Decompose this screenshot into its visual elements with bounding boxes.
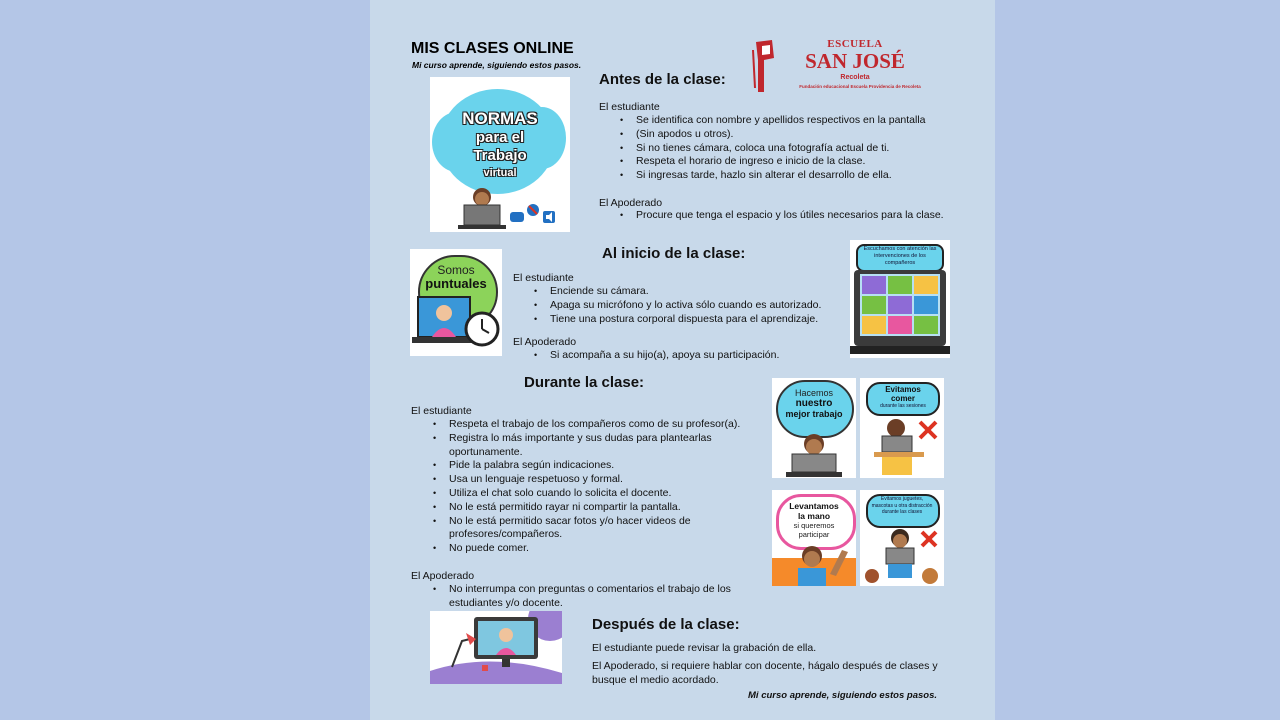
somos-line1: Somos [437, 263, 475, 277]
durante-heading: Durante la clase: [524, 374, 645, 391]
despues-paragraph-1: El estudiante puede revisar la grabación de ella. [592, 642, 817, 654]
levantamos-line1: Levantamos [789, 501, 839, 511]
escuchamos-text: Escuchamos con atención las intervenciones de los compañeros [863, 246, 937, 266]
list-item: • Respeta el trabajo de los compañeros como de su profesor(a). [449, 418, 765, 432]
list-item: • Si ingresas tarde, hazlo sin alterar el desarrollo de ella. [636, 169, 976, 183]
normas-line1: NORMAS [462, 109, 538, 128]
list-item: • No puede comer. [449, 542, 765, 556]
antes-apoderado-label: El Apoderado [599, 197, 663, 209]
levantamos-line4: participar [798, 530, 830, 539]
monitor-teacher-icon [430, 611, 562, 684]
logo-line2: SAN JOSÉ [805, 49, 905, 73]
list-item: • Si acompaña a su hijo(a), apoya su participación. [550, 349, 850, 363]
hacemos-line3: mejor trabajo [785, 409, 843, 419]
despues-paragraph-2: El Apoderado, si requiere hablar con docente, hágalo después de clases y busque el medio acordado. [592, 660, 938, 686]
student-desk-icon [860, 416, 944, 478]
speaker-icon [543, 211, 555, 223]
logo-line4: Fundación educacional Escuela Providencia de Recoleta [799, 84, 921, 89]
hacemos-line2: nuestro [795, 398, 833, 409]
evitamos-comer-line1: Evitamos [885, 385, 921, 394]
antes-estudiante-list [636, 114, 976, 183]
school-emblem-icon [750, 38, 780, 94]
evitamos-comer-card-image [860, 378, 944, 478]
inicio-estudiante-list [550, 285, 850, 326]
list-item: • No le está permitido sacar fotos y/o hacer videos de profesores/compañeros. [449, 515, 739, 543]
list-item: • Registra lo más importante y sus dudas para plantearlas oportunamente. [449, 432, 739, 460]
normas-line3: Trabajo [473, 147, 527, 164]
student-laptop-icon [410, 293, 502, 355]
muted-microphone-icon [527, 204, 539, 216]
levantamos-line2: la mano [797, 511, 831, 521]
student-raising-hand-icon [772, 544, 856, 586]
evitamos-juguetes-card-image [860, 490, 944, 586]
levantamos-line3: si queremos [793, 521, 835, 530]
list-item: • Pide la palabra según indicaciones. [449, 459, 765, 473]
normas-line2: para el [475, 129, 525, 146]
list-item: • Utiliza el chat solo cuando lo solicita el docente. [449, 487, 765, 501]
list-item: • Enciende su cámara. [550, 285, 850, 299]
list-item: • Respeta el horario de ingreso e inicio de la clase. [636, 155, 976, 169]
logo-line1: ESCUELA [827, 38, 883, 50]
list-item: • Tiene una postura corporal dispuesta para el aprendizaje. [550, 313, 850, 327]
levantamos-card-image [772, 490, 856, 586]
student-toys-pet-icon [860, 526, 944, 586]
list-item: • No le está permitido rayar ni compartir la pantalla. [449, 501, 765, 515]
video-camera-icon [510, 211, 524, 223]
normas-line4: virtual [483, 167, 517, 179]
footer-slogan: Mi curso aprende, siguiendo estos pasos. [748, 690, 937, 701]
durante-apoderado-list [449, 583, 759, 611]
durante-estudiante-label: El estudiante [411, 405, 472, 417]
list-item: • Si no tienes cámara, coloca una fotografía actual de ti. [636, 142, 976, 156]
normas-card-image [430, 77, 570, 232]
page-subtitle: Mi curso aprende, siguiendo estos pasos. [412, 60, 582, 70]
document-page [370, 0, 995, 720]
antes-apoderado-list [636, 209, 976, 223]
hacemos-card-image [772, 378, 856, 478]
list-item: • Apaga su micrófono y lo activa sólo cuando es autorizado. [550, 299, 850, 313]
logo-line3: Recoleta [840, 74, 870, 81]
inicio-estudiante-label: El estudiante [513, 272, 574, 284]
page-title: MIS CLASES ONLINE [411, 40, 574, 57]
durante-estudiante-list [449, 418, 765, 556]
inicio-apoderado-list [550, 349, 850, 363]
inicio-heading: Al inicio de la clase: [602, 245, 746, 262]
evitamos-juguetes-text: Evitamos juguetes, mascotas u otra distracción durante las clases [871, 496, 933, 515]
video-call-laptop-icon [850, 270, 950, 356]
evitamos-comer-line3: durante las sesiones [880, 403, 926, 409]
escuchamos-card-image [850, 240, 950, 358]
list-item: • No interrumpa con preguntas o comentarios el trabajo de los estudiantes y/o docente. [449, 583, 759, 611]
list-item: • Usa un lenguaje respetuoso y formal. [449, 473, 765, 487]
list-item: • Procure que tenga el espacio y los útiles necesarios para la clase. [636, 209, 976, 223]
despues-illustration [430, 611, 562, 684]
durante-apoderado-label: El Apoderado [411, 570, 475, 582]
evitamos-comer-line2: comer [890, 394, 915, 403]
somos-line2: puntuales [425, 276, 487, 291]
school-logo [750, 38, 920, 96]
somos-puntuales-card-image [410, 249, 502, 356]
antes-heading: Antes de la clase: [599, 71, 726, 88]
despues-heading: Después de la clase: [592, 616, 740, 633]
list-item: • (Sin apodos u otros). [636, 128, 976, 142]
student-laptop-icon [452, 185, 512, 230]
antes-estudiante-label: El estudiante [599, 101, 660, 113]
inicio-apoderado-label: El Apoderado [513, 336, 577, 348]
hacemos-line1: Hacemos [794, 388, 833, 398]
list-item: • Se identifica con nombre y apellidos respectivos en la pantalla [636, 114, 976, 128]
student-laptop-icon [772, 432, 856, 478]
